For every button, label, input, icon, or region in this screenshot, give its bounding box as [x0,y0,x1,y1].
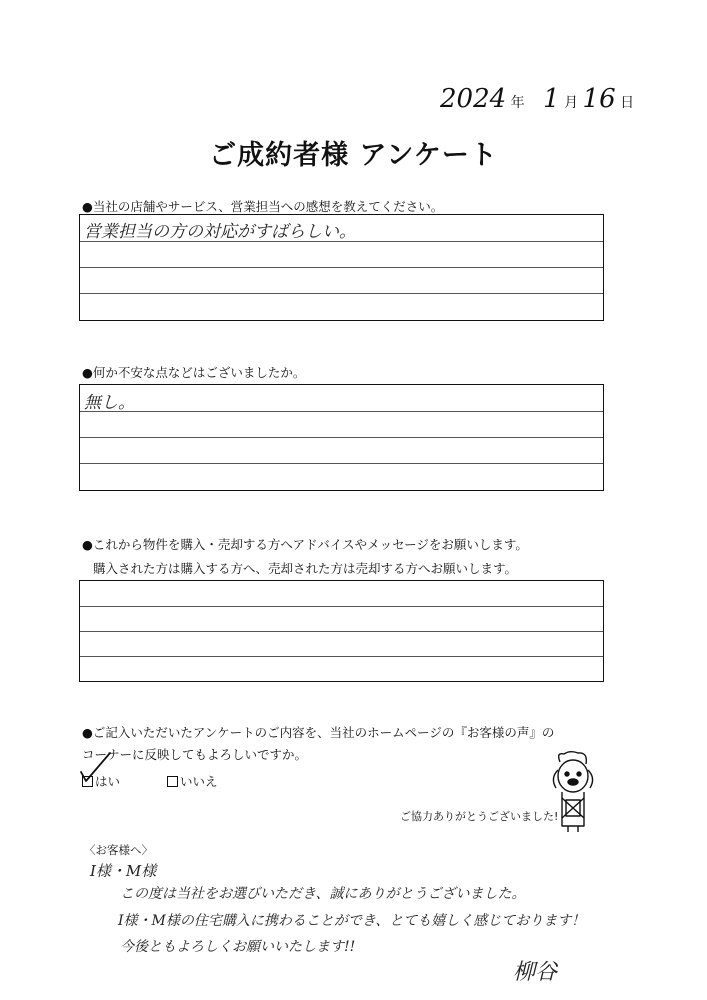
ruled-line [80,606,603,607]
checkbox-no[interactable] [167,776,178,787]
check-mark-icon [77,750,117,786]
question-2: ●何か不安な点などはございましたか。 [82,365,306,380]
answer-box-3 [79,580,604,682]
answer-box-1 [79,214,604,321]
consent-question: ●ご記入いただいたアンケートのご内容を、当社のホームページの『お客様の声』の [82,725,555,740]
ruled-line [80,411,603,412]
date-year-unit: 年 [510,95,525,111]
consent-no-label: いいえ [180,774,218,789]
date-month-unit: 月 [564,95,579,111]
consent-yes-label: はい [95,774,121,789]
answer-box-2 [79,384,604,491]
date-year: 2024 [440,84,507,114]
ruled-line [80,631,603,632]
question-1: ●当社の店舗やサービス、営業担当への感想を教えてください。 [82,199,444,214]
question-3: ●これから物件を購入・売却する方へアドバイスやメッセージをお願いします。 [82,537,528,552]
message-line-3: 今後ともよろしくお願いいたします!! [120,939,356,955]
message-line-1: この度は当社をお選びいただき、誠にありがとうございました。 [120,886,526,902]
to-customer-heading: 〈お客様へ〉 [84,843,153,857]
ruled-line [80,437,603,438]
date-day-unit: 日 [620,95,635,111]
ruled-line [80,656,603,657]
date-month: 1 [543,84,560,114]
staff-signature: 柳谷 [513,960,558,985]
question-3-subtext: 購入された方は購入する方へ、売却された方は売却する方へお願いします。 [93,561,518,576]
message-line-2: I様・M様の住宅購入に携わることができ、とても嬉しく感じております！ [118,913,586,929]
consent-option-no[interactable] [167,772,218,790]
answer-2-text: 無し。 [84,393,135,413]
answer-1-text: 営業担当の方の対応がすばらしい。 [84,222,356,242]
ruled-line [80,267,603,268]
ruled-line [80,463,603,464]
date-day: 16 [582,84,616,114]
ruled-line [80,293,603,294]
consent-question-cont: コーナーに反映してもよろしいですか。 [82,747,308,762]
page-title: ご成約者様 アンケート [209,140,498,171]
message-greeting: I様・M様 [90,862,157,880]
survey-date [440,84,670,124]
thanks-message: ご協力ありがとうございました! [400,810,559,823]
